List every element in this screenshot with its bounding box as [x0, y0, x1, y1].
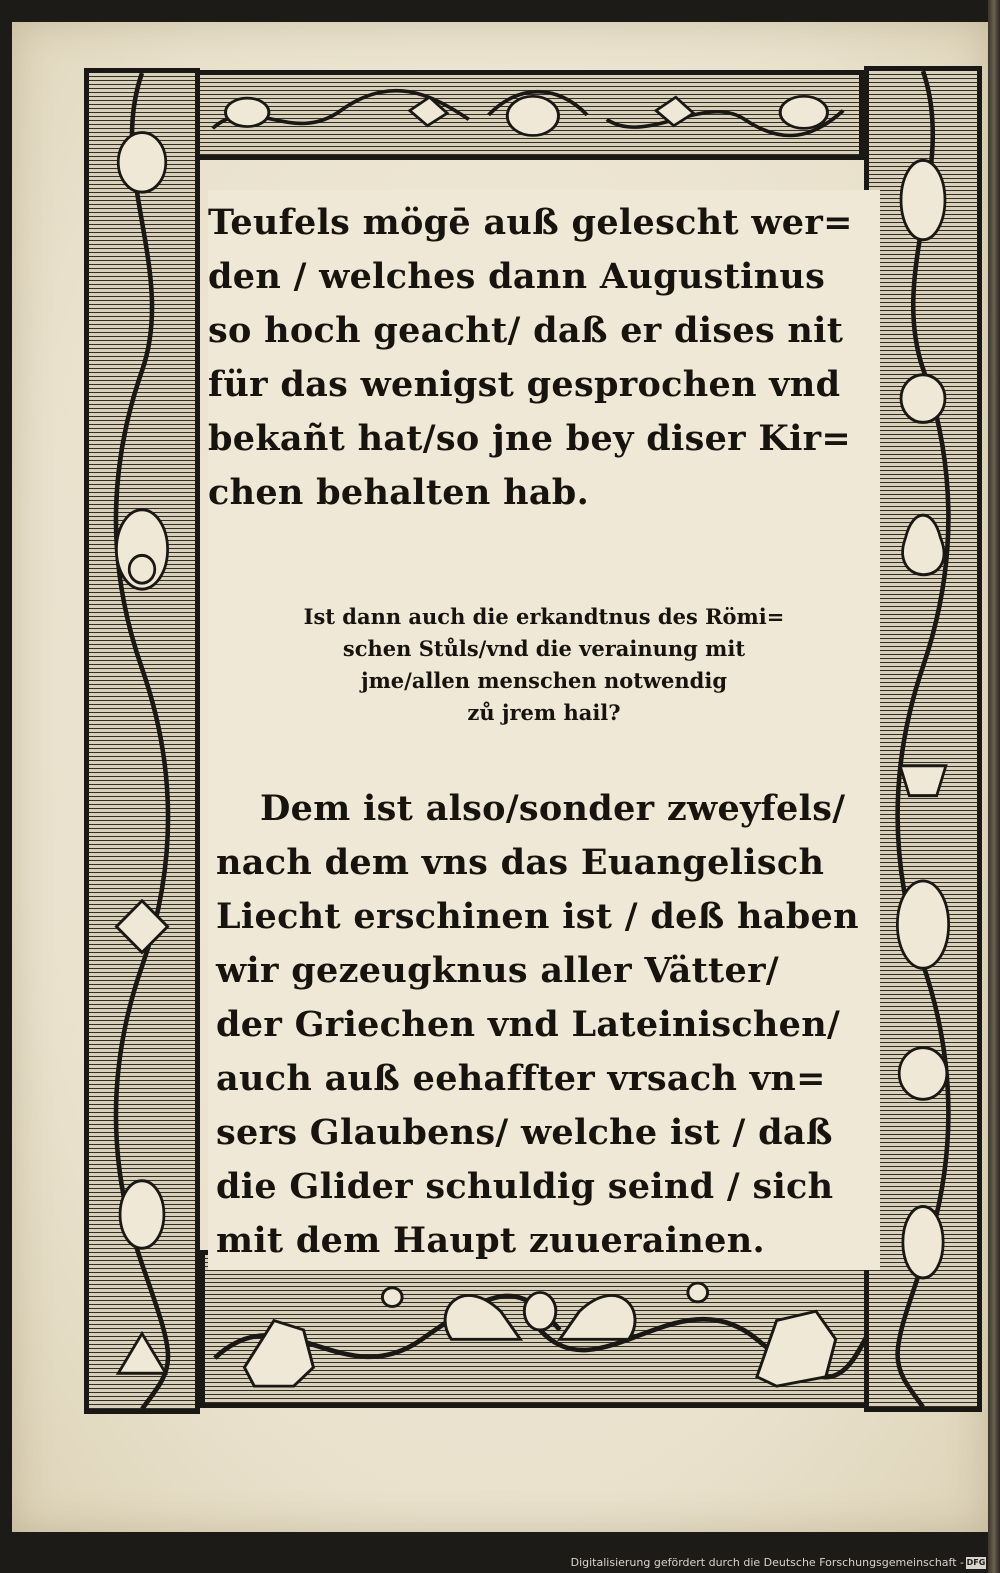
paragraph-1-line: Teufels mögē auß gelescht wer= [208, 202, 853, 243]
paragraph-2-line: Dem ist also/sonder zweyfels/ [260, 788, 846, 829]
paragraph-2-line: Liecht erschinen ist / deß haben [216, 896, 859, 937]
paragraph-1-line: so hoch geacht/ daß er dises nit [208, 310, 844, 351]
bottom-ornament-border [200, 1250, 888, 1408]
right-ornament-border [864, 66, 982, 1412]
paragraph-1-line: bekañt hat/so jne bey diser Kir= [208, 418, 852, 459]
paragraph-2-line: auch auß eehaffter vrsach vn= [216, 1058, 826, 1099]
dfg-logo: DFG [966, 1558, 986, 1567]
paragraph-1-line: den / welches dann Augustinus [208, 256, 826, 297]
paragraph-2-line: die Glider schuldig seind / sich [216, 1166, 834, 1207]
heading-line: Ist dann auch die erkandtnus des Römi= [303, 604, 785, 629]
paragraph-2-line: sers Glaubens/ welche ist / daß [216, 1112, 833, 1153]
heading-line: schen Stůls/vnd die verainung mit [342, 636, 746, 661]
heading-line: zů jrem hail? [467, 700, 621, 725]
paragraph-2-line: mit dem Haupt zuuerainen. [216, 1220, 765, 1261]
paragraph-2-line: nach dem vns das Euangelisch [216, 842, 825, 883]
paragraph-2-line: wir gezeugknus aller Vätter/ [216, 950, 779, 991]
left-ornament-border [84, 68, 200, 1414]
paragraph-1-line: für das wenigst gesprochen vnd [208, 364, 841, 405]
digitization-credit: Digitalisierung gefördert durch die Deutsche Forschungsgemeinschaft - [570, 1556, 964, 1569]
book-page [12, 22, 988, 1532]
paragraph-1-line: chen behalten hab. [208, 472, 590, 513]
heading-line: jme/allen menschen notwendig [360, 668, 728, 693]
paragraph-2-line: der Griechen vnd Lateinischen/ [216, 1004, 841, 1045]
book-edge [988, 0, 1000, 1573]
top-ornament-border [188, 70, 864, 160]
text-block [208, 190, 880, 1270]
